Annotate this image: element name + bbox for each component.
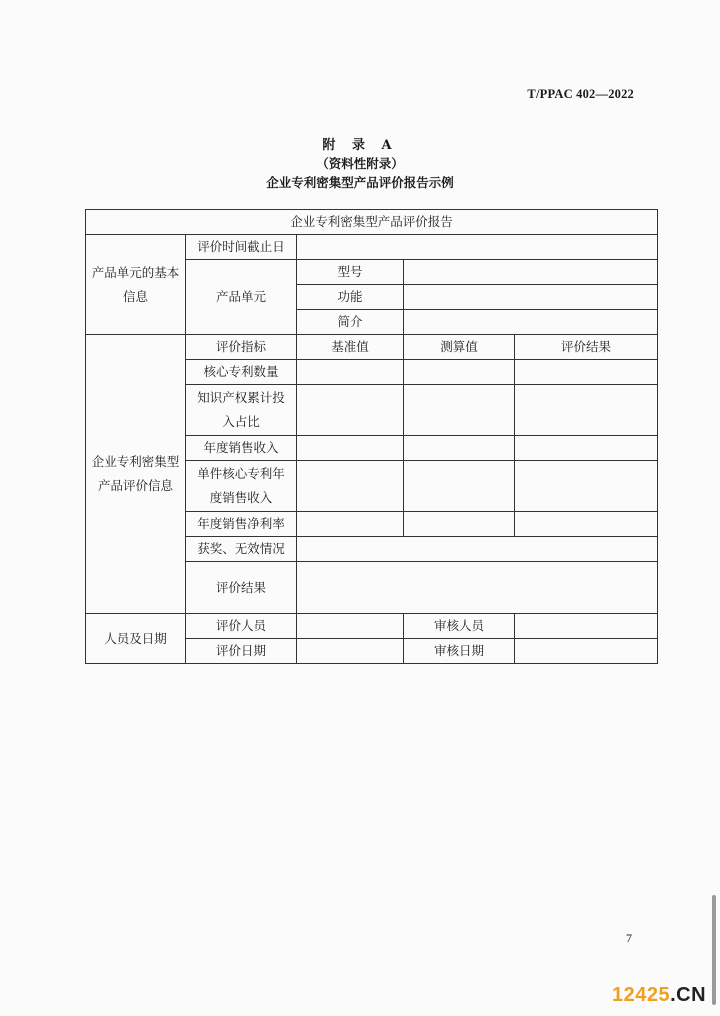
eval-date-value-cell[interactable] — [297, 639, 404, 664]
awards-value-cell[interactable] — [297, 537, 658, 562]
result-cell[interactable] — [515, 461, 658, 512]
intro-label: 简介 — [297, 310, 404, 335]
deadline-value-cell[interactable] — [297, 235, 658, 260]
eval-date-label: 评价日期 — [186, 639, 297, 664]
scrollbar-thumb[interactable] — [712, 895, 716, 1005]
baseline-cell[interactable] — [297, 461, 404, 512]
product-unit-label: 产品单元 — [186, 260, 297, 335]
indicator-sales-per-patent: 单件核心专利年度销售收入 — [186, 461, 297, 512]
personnel-section-label: 人员及日期 — [86, 614, 186, 664]
reviewer-value-cell[interactable] — [515, 614, 658, 639]
header-indicator: 评价指标 — [186, 335, 297, 360]
report-table-title: 企业专利密集型产品评价报告 — [86, 210, 658, 235]
overall-result-label: 评价结果 — [186, 562, 297, 614]
function-label: 功能 — [297, 285, 404, 310]
baseline-cell[interactable] — [297, 385, 404, 436]
result-cell[interactable] — [515, 385, 658, 436]
reviewer-label: 审核人员 — [404, 614, 515, 639]
function-value-cell[interactable] — [404, 285, 658, 310]
indicator-core-patents: 核心专利数量 — [186, 360, 297, 385]
result-cell[interactable] — [515, 360, 658, 385]
appendix-type: （资料性附录） — [316, 156, 404, 171]
awards-label: 获奖、无效情况 — [186, 537, 297, 562]
header-measured: 测算值 — [404, 335, 515, 360]
evaluator-value-cell[interactable] — [297, 614, 404, 639]
baseline-cell[interactable] — [297, 512, 404, 537]
indicator-ip-investment: 知识产权累计投入占比 — [186, 385, 297, 436]
header-baseline: 基准值 — [297, 335, 404, 360]
measured-cell[interactable] — [404, 461, 515, 512]
report-table — [85, 209, 658, 664]
overall-result-cell[interactable] — [297, 562, 658, 614]
evaluation-section-label — [86, 335, 186, 614]
model-value-cell[interactable] — [404, 260, 658, 285]
page-number: 7 — [626, 931, 632, 945]
baseline-cell[interactable] — [297, 436, 404, 461]
indicator-net-margin: 年度销售净利率 — [186, 512, 297, 537]
basic-info-label: 产品单元的基本信息 — [91, 264, 180, 304]
basic-info-section-label — [86, 235, 186, 335]
measured-cell[interactable] — [404, 360, 515, 385]
result-cell[interactable] — [515, 512, 658, 537]
intro-value-cell[interactable] — [404, 310, 658, 335]
measured-cell[interactable] — [404, 436, 515, 461]
appendix-title: 附 录 A — [322, 138, 398, 153]
evaluation-info-label: 企业专利密集型产品评价信息 — [91, 454, 180, 493]
measured-cell[interactable] — [404, 512, 515, 537]
header-result: 评价结果 — [515, 335, 658, 360]
appendix-name: 企业专利密集型产品评价报告示例 — [266, 175, 454, 190]
result-cell[interactable] — [515, 436, 658, 461]
measured-cell[interactable] — [404, 385, 515, 436]
evaluator-label: 评价人员 — [186, 614, 297, 639]
review-date-value-cell[interactable] — [515, 639, 658, 664]
watermark-logo — [612, 984, 706, 1007]
document-code: T/PPAC 402—2022 — [527, 87, 634, 101]
model-label: 型号 — [297, 260, 404, 285]
deadline-label: 评价时间截止日 — [186, 235, 297, 260]
watermark-domain: .CN — [670, 984, 707, 1006]
indicator-annual-sales: 年度销售收入 — [186, 436, 297, 461]
watermark-number: 12425 — [612, 984, 671, 1006]
review-date-label: 审核日期 — [404, 639, 515, 664]
baseline-cell[interactable] — [297, 360, 404, 385]
